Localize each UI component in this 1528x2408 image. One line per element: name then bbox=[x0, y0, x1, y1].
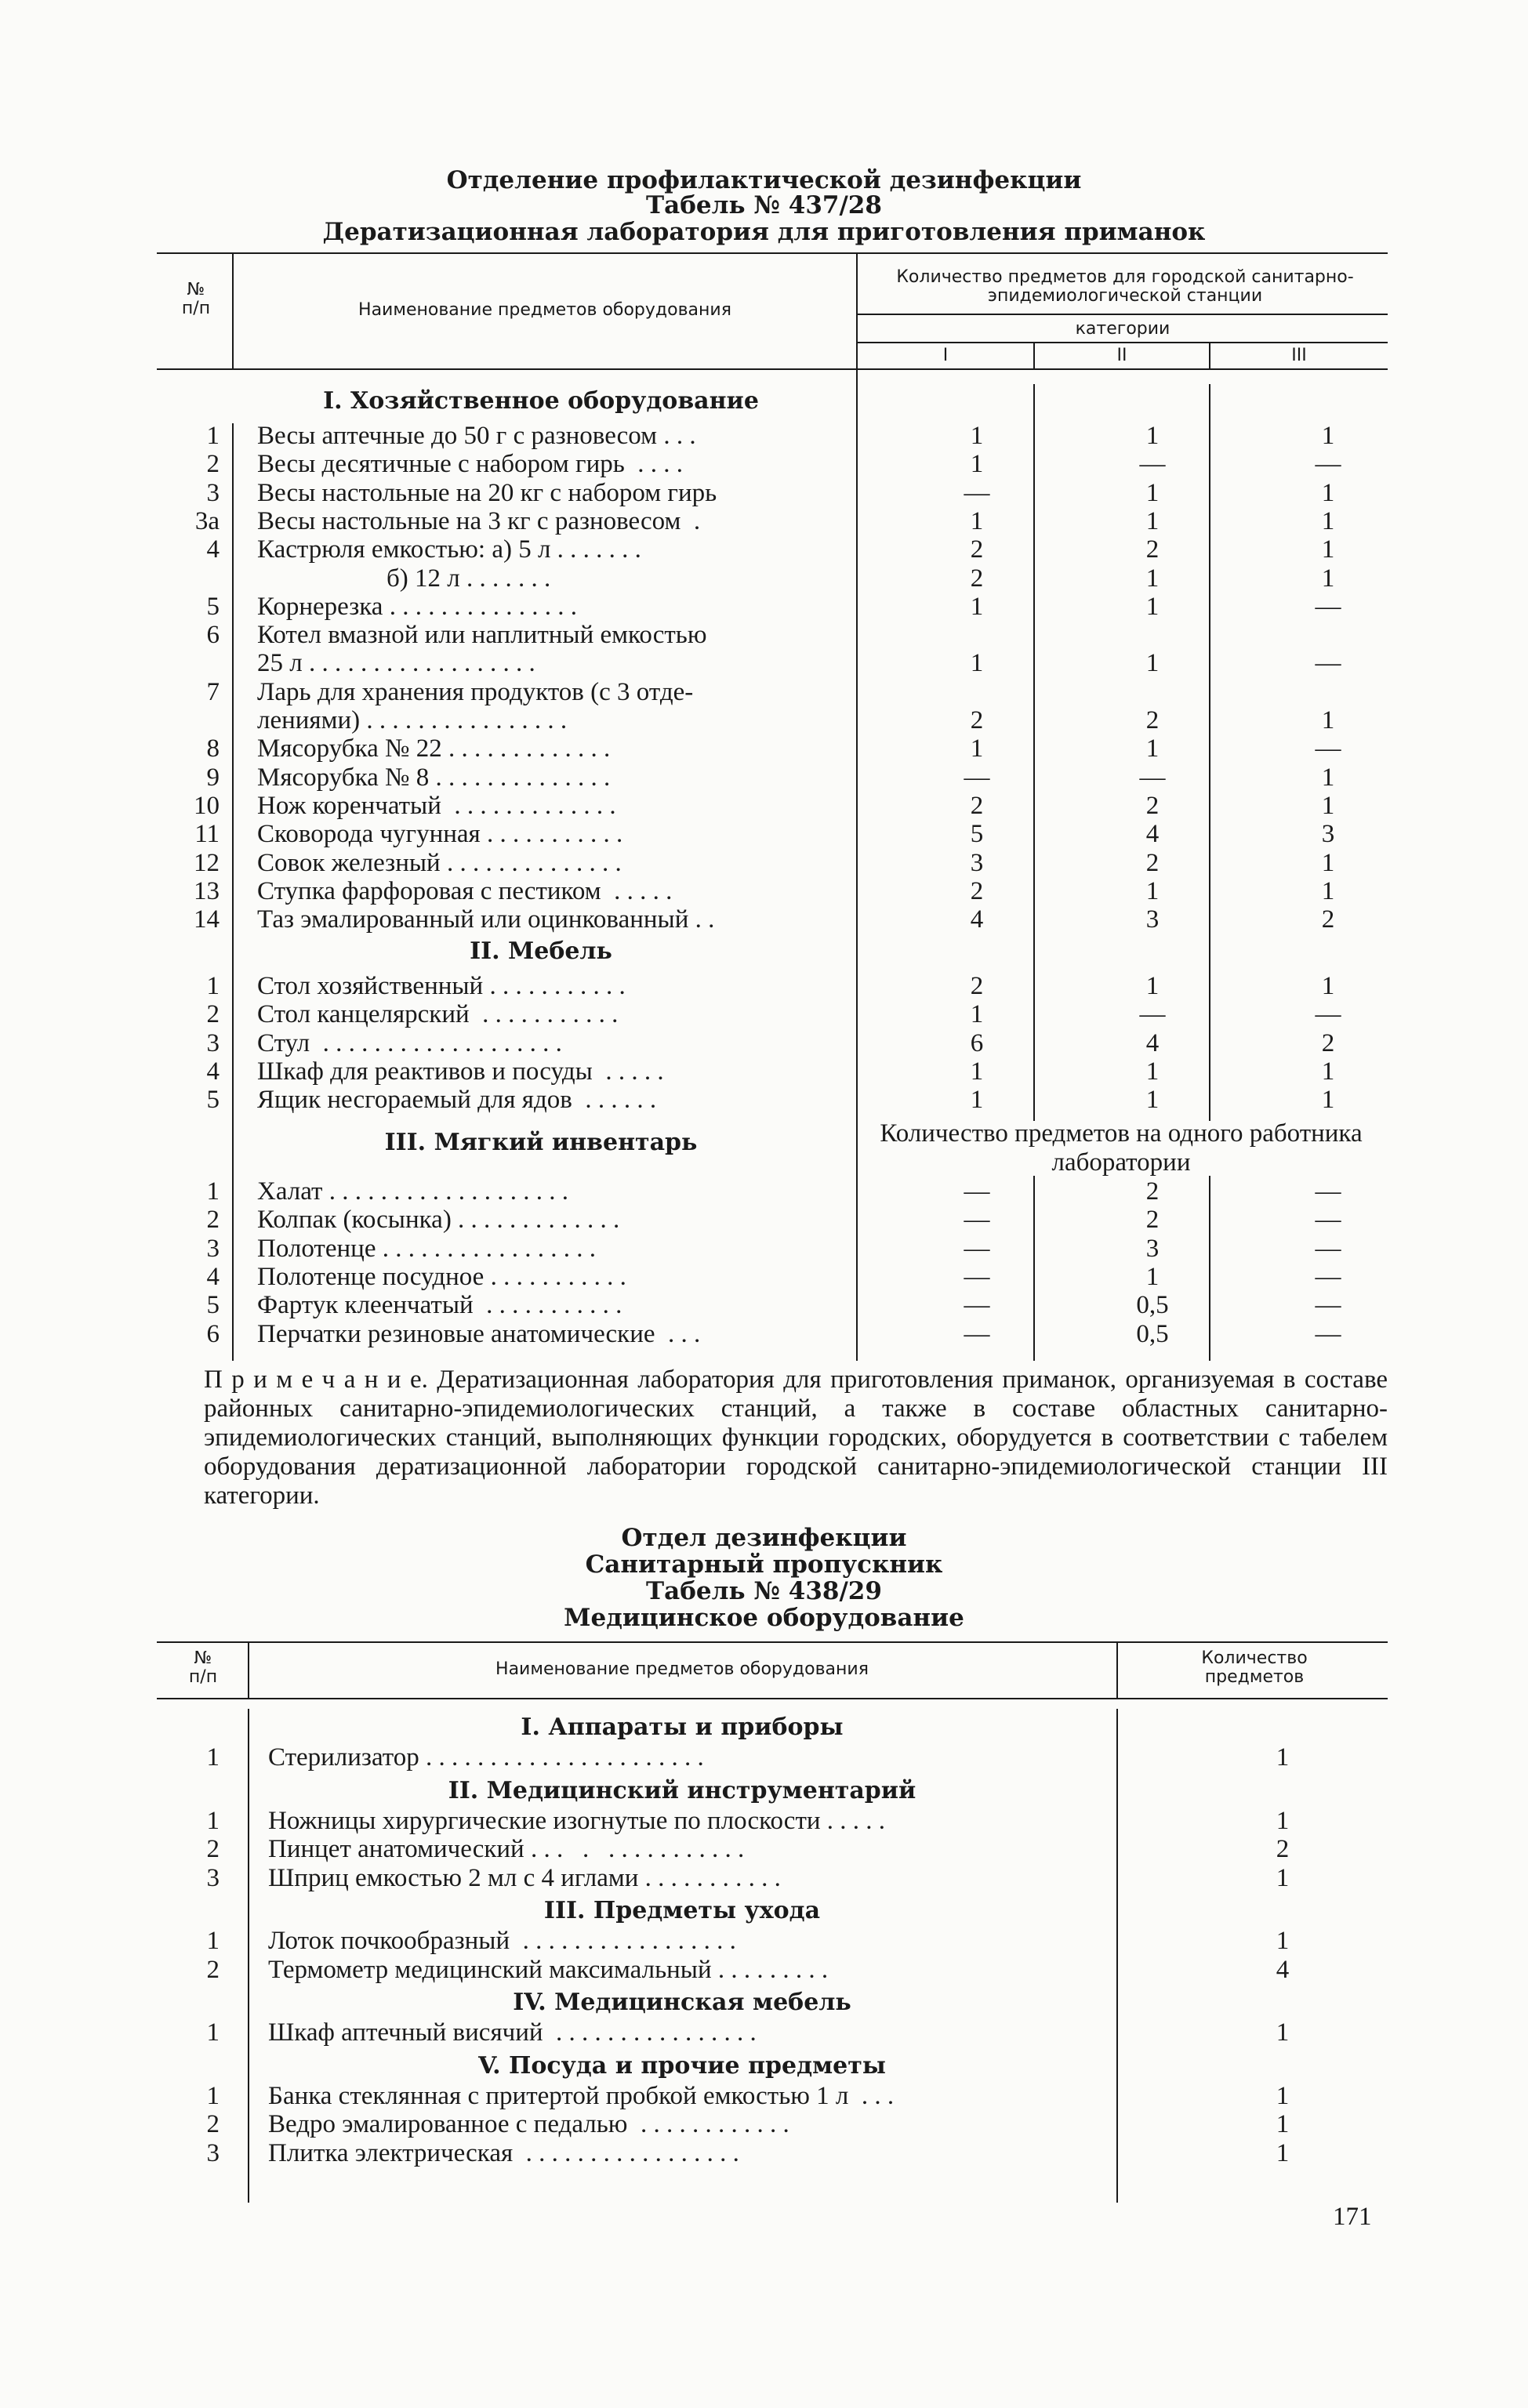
qty-category-3: — bbox=[1315, 1177, 1341, 1206]
qty-category-3: 1 bbox=[1321, 972, 1335, 1000]
item-name: Сковорода чугунная . . . . . . . . . . . bbox=[257, 820, 623, 849]
item-name: Мясорубка № 8 . . . . . . . . . . . . . . bbox=[257, 763, 611, 792]
row-number: 1 bbox=[206, 972, 220, 1000]
item-name: б) 12 л . . . . . . . bbox=[257, 564, 551, 593]
item-name: Перчатки резиновые анатомические . . . bbox=[257, 1319, 701, 1348]
qty-category-3: — bbox=[1315, 1319, 1341, 1348]
qty-category-1: — bbox=[964, 763, 990, 792]
item-name: лениями) . . . . . . . . . . . . . . . . bbox=[257, 706, 568, 734]
item-name: Лоток почкообразный . . . . . . . . . . . . . . . . . bbox=[268, 1927, 736, 1955]
qty-category-3: — bbox=[1315, 592, 1341, 621]
table1-note: П р и м е ч а н и е. Дератизационная лаборатория для приготовления приманок, организуемая в составе районных санитарно-эпидемиологических станций, а также в составе областных санитарно-эпидемиологических станций, выполняющих функции городских, оборудуется в соответствии с табелем оборудования дератизационной лаборатории городской санитарно-эпидемиологической станции III категории. bbox=[204, 1365, 1388, 1510]
item-name: Ножницы хирургические изогнутые по плоскости . . . . . bbox=[268, 1806, 886, 1835]
table-row bbox=[157, 1320, 1388, 1348]
row-number: 2 bbox=[206, 2110, 220, 2138]
table-row bbox=[157, 1086, 1388, 1114]
table-row bbox=[157, 1029, 1388, 1057]
item-name: Совок железный . . . . . . . . . . . . . . bbox=[257, 848, 622, 877]
table2-title-unit: Санитарный пропускник bbox=[585, 1550, 943, 1579]
page-number: 171 bbox=[1333, 2203, 1372, 2231]
table1-section-household: I. Хозяйственное оборудование bbox=[323, 387, 759, 415]
table-row bbox=[157, 1177, 1388, 1206]
item-quantity: 2 bbox=[1276, 1835, 1290, 1863]
table1-soft-inventory-qty-note: Количество предметов на одного работника лаборатории bbox=[880, 1119, 1363, 1177]
qty-category-2: 1 bbox=[1145, 876, 1160, 905]
qty-category-2: 1 bbox=[1145, 1262, 1160, 1291]
table-row bbox=[157, 1927, 1388, 1955]
row-number: 6 bbox=[206, 1319, 220, 1348]
row-number: 2 bbox=[206, 1835, 220, 1863]
qty-category-3: 1 bbox=[1321, 876, 1335, 905]
table1-num-divider bbox=[232, 254, 234, 368]
table1-header-bottom-rule bbox=[157, 368, 1388, 370]
qty-category-1: 1 bbox=[970, 422, 984, 450]
item-name: Полотенце посудное . . . . . . . . . . . bbox=[257, 1262, 626, 1291]
section-title: III. Предметы ухода bbox=[543, 1897, 821, 1924]
qty-category-2: 1 bbox=[1145, 564, 1160, 593]
table-row bbox=[157, 2139, 1388, 2167]
qty-category-1: 1 bbox=[970, 450, 984, 479]
table-row bbox=[157, 820, 1388, 848]
qty-category-3: 1 bbox=[1321, 763, 1335, 792]
item-name: Весы настольные на 3 кг с разновесом . bbox=[257, 506, 701, 535]
item-name: Халат . . . . . . . . . . . . . . . . . . . bbox=[257, 1177, 568, 1206]
section-title: V. Посуда и прочие предметы bbox=[478, 2051, 886, 2080]
row-number: 9 bbox=[206, 763, 220, 792]
row-number: 1 bbox=[206, 2081, 220, 2110]
qty-category-3: 2 bbox=[1321, 905, 1335, 934]
table2-header-qty: Количество предметов bbox=[1201, 1648, 1308, 1687]
qty-category-2: 2 bbox=[1145, 535, 1160, 564]
table1-header-qty: Количество предметов для городской санитарно-эпидемиологической станции bbox=[896, 267, 1354, 306]
qty-category-3: 1 bbox=[1321, 564, 1335, 593]
qty-category-1: 2 bbox=[970, 791, 984, 820]
qty-category-3: — bbox=[1315, 1000, 1341, 1029]
item-name: Плитка электрическая . . . . . . . . . . . . . . . . . bbox=[268, 2138, 739, 2167]
item-name: Весы аптечные до 50 г с разновесом . . . bbox=[257, 422, 696, 450]
item-name: 25 л . . . . . . . . . . . . . . . . . . bbox=[257, 649, 535, 678]
qty-category-2: 1 bbox=[1145, 1057, 1160, 1086]
qty-category-3: 1 bbox=[1321, 506, 1335, 535]
row-number: 1 bbox=[206, 422, 220, 450]
row-number: 2 bbox=[206, 1000, 220, 1029]
item-quantity: 4 bbox=[1276, 1955, 1290, 1984]
qty-category-2: 1 bbox=[1145, 506, 1160, 535]
table-row bbox=[157, 1743, 1388, 1772]
table2-header-num: № п/п bbox=[188, 1648, 218, 1687]
table-row bbox=[157, 479, 1388, 507]
table1-header-cat-I: I bbox=[942, 346, 949, 365]
qty-category-3: 1 bbox=[1321, 422, 1335, 450]
qty-category-3: 3 bbox=[1321, 820, 1335, 849]
table-row bbox=[157, 1835, 1388, 1863]
item-name: Котел вмазной или наплитный емкостью bbox=[257, 621, 707, 650]
item-name: Стул . . . . . . . . . . . . . . . . . . . bbox=[257, 1028, 562, 1057]
item-name: Стерилизатор . . . . . . . . . . . . . . . . . . . . . . bbox=[268, 1743, 704, 1772]
table1-header-cat-III: III bbox=[1291, 346, 1307, 365]
qty-category-2: 2 bbox=[1145, 1206, 1160, 1235]
item-name: Корнерезка . . . . . . . . . . . . . . . bbox=[257, 592, 577, 621]
table-row bbox=[157, 422, 1388, 450]
qty-category-2: — bbox=[1139, 450, 1166, 479]
qty-category-3: 1 bbox=[1321, 535, 1335, 564]
table-row bbox=[157, 649, 1388, 677]
qty-category-1: 2 bbox=[970, 972, 984, 1000]
row-number: 3 bbox=[206, 478, 220, 507]
qty-category-2: 1 bbox=[1145, 478, 1160, 507]
qty-category-2: 4 bbox=[1145, 820, 1160, 849]
table-row bbox=[157, 1864, 1388, 1892]
item-name: Ящик несгораемый для ядов . . . . . . bbox=[257, 1086, 657, 1115]
table1-cat-numbers-rule bbox=[858, 342, 1388, 343]
item-name: Нож коренчатый . . . . . . . . . . . . . bbox=[257, 791, 616, 820]
table-row bbox=[157, 2018, 1388, 2047]
row-number: 13 bbox=[194, 876, 220, 905]
row-number: 8 bbox=[206, 734, 220, 763]
qty-category-1: 1 bbox=[970, 649, 984, 678]
qty-category-2: 0,5 bbox=[1136, 1319, 1169, 1348]
row-number: 2 bbox=[206, 1955, 220, 1984]
qty-category-2: 1 bbox=[1145, 592, 1160, 621]
qty-category-1: — bbox=[964, 478, 990, 507]
row-number: 5 bbox=[206, 1291, 220, 1320]
table-row bbox=[157, 1956, 1388, 1984]
item-name: Ступка фарфоровая с пестиком . . . . . bbox=[257, 876, 673, 905]
row-number: 1 bbox=[206, 1806, 220, 1835]
table-row bbox=[157, 1000, 1388, 1028]
item-name: Шкаф для реактивов и посуды . . . . . bbox=[257, 1057, 664, 1086]
item-name: Кастрюля емкостью: а) 5 л . . . . . . . bbox=[257, 535, 641, 564]
row-number: 12 bbox=[194, 848, 220, 877]
table-row bbox=[157, 1263, 1388, 1291]
qty-category-1: — bbox=[964, 1319, 990, 1348]
section-title: IV. Медицинская мебель bbox=[513, 1989, 851, 2016]
table-row bbox=[157, 877, 1388, 905]
row-number: 3 bbox=[206, 1028, 220, 1057]
qty-category-2: — bbox=[1139, 763, 1166, 792]
qty-category-1: 2 bbox=[970, 564, 984, 593]
table-row bbox=[157, 535, 1388, 564]
row-number: 5 bbox=[206, 592, 220, 621]
table1-title-number: Табель № 437/28 bbox=[646, 191, 882, 219]
table-row bbox=[157, 905, 1388, 934]
qty-category-2: 2 bbox=[1145, 1177, 1160, 1206]
row-number: 5 bbox=[206, 1086, 220, 1115]
table2-title-department: Отдел дезинфекции bbox=[621, 1524, 907, 1552]
row-number: 10 bbox=[194, 791, 220, 820]
qty-category-1: 1 bbox=[970, 1000, 984, 1029]
qty-category-1: 2 bbox=[970, 876, 984, 905]
item-quantity: 1 bbox=[1276, 2110, 1290, 2138]
section-title: I. Аппараты и приборы bbox=[521, 1714, 844, 1741]
qty-category-1: 4 bbox=[970, 905, 984, 934]
table1-header-num: № п/п bbox=[181, 280, 211, 318]
table1-header-categories: категории bbox=[1075, 319, 1170, 339]
table-row bbox=[157, 1057, 1388, 1086]
qty-category-2: 2 bbox=[1145, 791, 1160, 820]
qty-category-1: — bbox=[964, 1234, 990, 1263]
table-row bbox=[157, 792, 1388, 820]
qty-category-1: 2 bbox=[970, 535, 984, 564]
qty-category-2: 1 bbox=[1145, 422, 1160, 450]
item-name: Стол канцелярский . . . . . . . . . . . bbox=[257, 1000, 619, 1029]
item-quantity: 1 bbox=[1276, 2138, 1290, 2167]
item-name: Банка стеклянная с притертой пробкой емкостью 1 л . . . bbox=[268, 2081, 895, 2110]
table-row bbox=[157, 849, 1388, 877]
qty-category-3: 1 bbox=[1321, 1086, 1335, 1115]
qty-category-1: — bbox=[964, 1291, 990, 1320]
row-number: 4 bbox=[206, 535, 220, 564]
table1-header-name: Наименование предметов оборудования bbox=[358, 300, 731, 320]
table-row bbox=[157, 450, 1388, 478]
qty-category-2: 2 bbox=[1145, 848, 1160, 877]
item-name: Таз эмалированный или оцинкованный . . bbox=[257, 905, 715, 934]
item-name: Термометр медицинский максимальный . . . . . . . . . bbox=[268, 1955, 829, 1984]
table-row bbox=[157, 706, 1388, 734]
item-name: Мясорубка № 22 . . . . . . . . . . . . . bbox=[257, 734, 611, 763]
table-row bbox=[157, 2082, 1388, 2110]
qty-category-1: 2 bbox=[970, 706, 984, 734]
section-title: II. Медицинский инструментарий bbox=[448, 1776, 916, 1804]
table-row bbox=[157, 507, 1388, 535]
qty-category-2: 2 bbox=[1145, 706, 1160, 734]
qty-category-3: — bbox=[1315, 734, 1341, 763]
table2-top-rule bbox=[157, 1641, 1388, 1643]
table-row bbox=[157, 1807, 1388, 1835]
table-row bbox=[157, 763, 1388, 792]
qty-category-1: — bbox=[964, 1177, 990, 1206]
table-row bbox=[157, 621, 1388, 649]
table1-section-soft-inventory: III. Мягкий инвентарь bbox=[384, 1129, 698, 1156]
row-number: 1 bbox=[206, 2018, 220, 2047]
qty-category-1: 1 bbox=[970, 1057, 984, 1086]
row-number: 4 bbox=[206, 1057, 220, 1086]
table-row bbox=[157, 734, 1388, 763]
item-name: Полотенце . . . . . . . . . . . . . . . . . bbox=[257, 1234, 596, 1263]
table-row bbox=[157, 2110, 1388, 2138]
qty-category-1: 1 bbox=[970, 592, 984, 621]
qty-category-3: 1 bbox=[1321, 791, 1335, 820]
table-row bbox=[157, 972, 1388, 1000]
table2-title-number: Табель № 438/29 bbox=[646, 1577, 882, 1605]
row-number: 3а bbox=[194, 506, 220, 535]
item-name: Шприц емкостью 2 мл с 4 иглами . . . . . . . . . . . bbox=[268, 1863, 781, 1892]
row-number: 14 bbox=[194, 905, 220, 934]
table2-title-subject: Медицинское оборудование bbox=[564, 1604, 964, 1632]
qty-category-3: 1 bbox=[1321, 848, 1335, 877]
table-row bbox=[157, 593, 1388, 621]
table1-category-rule bbox=[858, 314, 1388, 315]
qty-category-3: — bbox=[1315, 1262, 1341, 1291]
qty-category-1: 5 bbox=[970, 820, 984, 849]
qty-category-1: — bbox=[964, 1262, 990, 1291]
item-name: Ларь для хранения продуктов (с 3 отде- bbox=[257, 677, 694, 706]
qty-category-2: — bbox=[1139, 1000, 1166, 1029]
item-quantity: 1 bbox=[1276, 1743, 1290, 1772]
qty-category-3: — bbox=[1315, 1291, 1341, 1320]
qty-category-2: 0,5 bbox=[1136, 1291, 1169, 1320]
table-row bbox=[157, 1235, 1388, 1263]
qty-category-3: — bbox=[1315, 649, 1341, 678]
table1-header-cat-II: II bbox=[1116, 346, 1127, 365]
item-quantity: 1 bbox=[1276, 1863, 1290, 1892]
table-row bbox=[157, 1206, 1388, 1234]
table1-title-subject: Дератизационная лаборатория для приготовления приманок bbox=[322, 218, 1206, 246]
table2-header-bottom-rule bbox=[157, 1698, 1388, 1699]
item-quantity: 1 bbox=[1276, 2081, 1290, 2110]
table1-top-rule bbox=[157, 252, 1388, 254]
row-number: 2 bbox=[206, 450, 220, 479]
table2-name-divider bbox=[1116, 1643, 1118, 1698]
item-name: Фартук клеенчатый . . . . . . . . . . . bbox=[257, 1291, 622, 1320]
item-name: Пинцет анатомический . . . . . . . . . . . . . . . bbox=[268, 1835, 745, 1863]
table2-num-divider bbox=[248, 1643, 249, 1698]
qty-category-2: 1 bbox=[1145, 1086, 1160, 1115]
qty-category-2: 1 bbox=[1145, 972, 1160, 1000]
row-number: 3 bbox=[206, 1234, 220, 1263]
qty-category-2: 1 bbox=[1145, 649, 1160, 678]
row-number: 7 bbox=[206, 677, 220, 706]
qty-category-3: 1 bbox=[1321, 706, 1335, 734]
qty-category-3: 1 bbox=[1321, 478, 1335, 507]
qty-category-3: 1 bbox=[1321, 1057, 1335, 1086]
qty-category-2: 3 bbox=[1145, 1234, 1160, 1263]
table1-title-department: Отделение профилактической дезинфекции bbox=[446, 166, 1082, 194]
table1-section-furniture: II. Мебель bbox=[470, 937, 612, 965]
qty-category-3: 2 bbox=[1321, 1028, 1335, 1057]
qty-category-1: — bbox=[964, 1206, 990, 1235]
table-row bbox=[157, 564, 1388, 593]
item-quantity: 1 bbox=[1276, 1927, 1290, 1955]
qty-category-2: 3 bbox=[1145, 905, 1160, 934]
table-row bbox=[157, 678, 1388, 706]
qty-category-1: 1 bbox=[970, 1086, 984, 1115]
row-number: 1 bbox=[206, 1743, 220, 1772]
qty-category-1: 3 bbox=[970, 848, 984, 877]
row-number: 3 bbox=[206, 1863, 220, 1892]
row-number: 6 bbox=[206, 621, 220, 650]
qty-category-2: 4 bbox=[1145, 1028, 1160, 1057]
qty-category-1: 1 bbox=[970, 734, 984, 763]
row-number: 1 bbox=[206, 1927, 220, 1955]
row-number: 2 bbox=[206, 1206, 220, 1235]
item-quantity: 1 bbox=[1276, 2018, 1290, 2047]
qty-category-2: 1 bbox=[1145, 734, 1160, 763]
item-name: Шкаф аптечный висячий . . . . . . . . . . . . . . . . bbox=[268, 2018, 757, 2047]
row-number: 11 bbox=[194, 820, 220, 849]
row-number: 1 bbox=[206, 1177, 220, 1206]
table2-header-name: Наименование предметов оборудования bbox=[495, 1659, 869, 1679]
table-row bbox=[157, 1291, 1388, 1319]
qty-category-3: — bbox=[1315, 1234, 1341, 1263]
row-number: 4 bbox=[206, 1262, 220, 1291]
qty-category-3: — bbox=[1315, 1206, 1341, 1235]
item-name: Ведро эмалированное с педалью . . . . . . . . . . . . bbox=[268, 2110, 789, 2138]
item-name: Колпак (косынка) . . . . . . . . . . . . . bbox=[257, 1206, 620, 1235]
qty-category-1: 1 bbox=[970, 506, 984, 535]
item-name: Весы настольные на 20 кг с набором гирь bbox=[257, 478, 717, 507]
item-quantity: 1 bbox=[1276, 1806, 1290, 1835]
qty-category-3: — bbox=[1315, 450, 1341, 479]
item-name: Стол хозяйственный . . . . . . . . . . . bbox=[257, 972, 626, 1000]
row-number: 3 bbox=[206, 2138, 220, 2167]
qty-category-1: 6 bbox=[970, 1028, 984, 1057]
item-name: Весы десятичные с набором гирь . . . . bbox=[257, 450, 684, 479]
